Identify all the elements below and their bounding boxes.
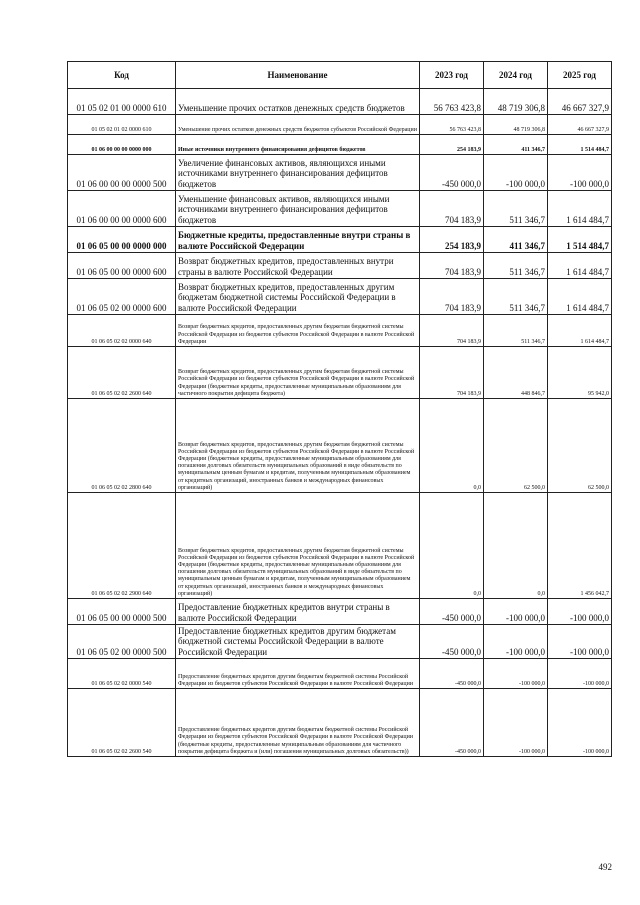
row-value-2023: -450 000,0	[420, 155, 484, 191]
row-name: Бюджетные кредиты, предоставленные внутри страны в валюте Российской Федерации	[176, 227, 420, 253]
row-code: 01 06 05 02 02 0000 540	[68, 659, 176, 689]
row-value-2023: 704 183,9	[420, 347, 484, 399]
row-name: Уменьшение прочих остатков денежных средств бюджетов субъектов Российской Федерации	[176, 115, 420, 135]
row-value-2024: 48 719 306,8	[484, 89, 548, 115]
row-value-2025: -100 000,0	[548, 599, 612, 625]
row-value-2025: 1 614 484,7	[548, 191, 612, 227]
row-value-2023: 704 183,9	[420, 279, 484, 315]
row-name: Возврат бюджетных кредитов, предоставленных внутри страны в валюте Российской Федерации	[176, 253, 420, 279]
row-name: Возврат бюджетных кредитов, предоставленных другим бюджетам бюджетной системы Российской Федерации в валюте Российской Федерации	[176, 279, 420, 315]
row-value-2025: 1 514 484,7	[548, 227, 612, 253]
row-value-2023: 704 183,9	[420, 315, 484, 347]
row-value-2025: 1 514 484,7	[548, 135, 612, 155]
row-value-2023: 0,0	[420, 399, 484, 493]
budget-sources-table	[67, 61, 612, 757]
row-name: Предоставление бюджетных кредитов другим бюджетам бюджетной системы Российской Федерации из бюджетов субъектов Российской Федерации в валюте Российской Федерации	[176, 659, 420, 689]
row-value-2023: 56 763 423,8	[420, 89, 484, 115]
row-name: Возврат бюджетных кредитов, предоставленных другим бюджетам бюджетной системы Российской Федерации из бюджетов субъектов Российской Федерации в валюте Российской Федерации (бюджетные кредиты, предоставленные муниципальным образованиям для погашения долговых обязательств муниципальных образований в виде обязательств по муниципальным ценным бумагам и кредитам, полученным муниципальным образованием от кредитных организаций, иностранных банков и международных финансовых организаций)	[176, 399, 420, 493]
row-value-2023: 254 183,9	[420, 135, 484, 155]
row-code: 01 06 05 02 00 0000 600	[68, 279, 176, 315]
table-row	[68, 659, 612, 689]
row-code: 01 06 05 02 00 0000 500	[68, 625, 176, 659]
row-name: Уменьшение прочих остатков денежных средств бюджетов	[176, 89, 420, 115]
row-value-2023: -450 000,0	[420, 689, 484, 757]
row-value-2025: 95 942,0	[548, 347, 612, 399]
row-value-2023: 704 183,9	[420, 253, 484, 279]
row-value-2025: -100 000,0	[548, 659, 612, 689]
row-code: 01 06 00 00 00 0000 600	[68, 191, 176, 227]
row-value-2025: -100 000,0	[548, 155, 612, 191]
row-value-2023: 0,0	[420, 493, 484, 599]
row-value-2024: 511 346,7	[484, 253, 548, 279]
row-value-2025: 46 667 327,9	[548, 89, 612, 115]
row-value-2024: 511 346,7	[484, 315, 548, 347]
row-name: Иные источники внутреннего финансирования дефицитов бюджетов	[176, 135, 420, 155]
table-row	[68, 253, 612, 279]
row-code: 01 06 05 00 00 0000 500	[68, 599, 176, 625]
row-code: 01 06 05 02 02 2900 640	[68, 493, 176, 599]
row-value-2024: -100 000,0	[484, 659, 548, 689]
row-value-2024: 511 346,7	[484, 279, 548, 315]
row-name: Возврат бюджетных кредитов, предоставленных другим бюджетам бюджетной системы Российской Федерации из бюджетов субъектов Российской Федерации в валюте Российской Федерации (бюджетные кредиты, предоставленные муниципальным образованиям для погашения долговых обязательств муниципальных образований в виде обязательств по муниципальным ценным бумагам и кредитам, полученным муниципальным образованием от кредитных организаций, иностранных банков и международных финансовых организаций)	[176, 493, 420, 599]
table-header-row	[68, 62, 612, 89]
row-value-2023: -450 000,0	[420, 659, 484, 689]
header-year-2023: 2023 год	[420, 62, 484, 89]
table-row	[68, 689, 612, 757]
table-row	[68, 599, 612, 625]
row-name: Предоставление бюджетных кредитов другим бюджетам бюджетной системы Российской Федерации в валюте Российской Федерации	[176, 625, 420, 659]
table-row	[68, 89, 612, 115]
row-value-2023: 704 183,9	[420, 191, 484, 227]
header-code: Код	[68, 62, 176, 89]
row-code: 01 05 02 01 00 0000 610	[68, 89, 176, 115]
table-row	[68, 347, 612, 399]
row-value-2024: 411 346,7	[484, 227, 548, 253]
header-year-2025: 2025 год	[548, 62, 612, 89]
row-name: Возврат бюджетных кредитов, предоставленных другим бюджетам бюджетной системы Российской Федерации из бюджетов субъектов Российской Федерации в валюте Российской Федерации	[176, 315, 420, 347]
header-year-2024: 2024 год	[484, 62, 548, 89]
table-body	[68, 89, 612, 757]
row-value-2024: -100 000,0	[484, 599, 548, 625]
row-value-2025: 46 667 327,9	[548, 115, 612, 135]
row-value-2023: -450 000,0	[420, 599, 484, 625]
row-code: 01 06 05 02 02 2800 640	[68, 399, 176, 493]
row-name: Предоставление бюджетных кредитов другим бюджетам бюджетной системы Российской Федерации из бюджетов субъектов Российской Федерации в валюте Российской Федерации (бюджетные кредиты, предоставленные муниципальным образованиям для частичного покрытия дефицита бюджета и (или) погашения муниципальных долговых обязательств))	[176, 689, 420, 757]
table-row	[68, 155, 612, 191]
row-value-2024: 62 500,0	[484, 399, 548, 493]
row-code: 01 06 05 02 02 0000 640	[68, 315, 176, 347]
row-value-2025: 1 614 484,7	[548, 253, 612, 279]
table-row	[68, 399, 612, 493]
row-value-2024: 448 846,7	[484, 347, 548, 399]
row-name: Увеличение финансовых активов, являющихся иными источниками внутреннего финансирования дефицитов бюджетов	[176, 155, 420, 191]
row-value-2023: -450 000,0	[420, 625, 484, 659]
row-value-2024: -100 000,0	[484, 625, 548, 659]
row-value-2024: 0,0	[484, 493, 548, 599]
table-row	[68, 135, 612, 155]
page-number: 492	[598, 862, 612, 872]
row-name: Предоставление бюджетных кредитов внутри страны в валюте Российской Федерации	[176, 599, 420, 625]
table-row	[68, 191, 612, 227]
row-code: 01 06 00 00 00 0000 000	[68, 135, 176, 155]
table-row	[68, 227, 612, 253]
table-row	[68, 115, 612, 135]
row-code: 01 05 02 01 02 0000 610	[68, 115, 176, 135]
row-code: 01 06 05 00 00 0000 000	[68, 227, 176, 253]
row-value-2025: 1 614 484,7	[548, 315, 612, 347]
row-value-2024: 511 346,7	[484, 191, 548, 227]
header-name: Наименование	[176, 62, 420, 89]
row-code: 01 06 00 00 00 0000 500	[68, 155, 176, 191]
row-name: Возврат бюджетных кредитов, предоставленных другим бюджетам бюджетной системы Российской Федерации из бюджетов субъектов Российской Федерации в валюте Российской Федерации (бюджетные кредиты, предоставленные муниципальным образованиям для частичного покрытия дефицита бюджета)	[176, 347, 420, 399]
row-value-2024: -100 000,0	[484, 689, 548, 757]
table-row	[68, 625, 612, 659]
table-row	[68, 279, 612, 315]
row-value-2025: 62 500,0	[548, 399, 612, 493]
row-value-2025: 1 456 042,7	[548, 493, 612, 599]
row-value-2024: 411 346,7	[484, 135, 548, 155]
row-value-2024: 48 719 306,8	[484, 115, 548, 135]
row-code: 01 06 05 00 00 0000 600	[68, 253, 176, 279]
row-value-2023: 254 183,9	[420, 227, 484, 253]
row-value-2023: 56 763 423,8	[420, 115, 484, 135]
row-code: 01 06 05 02 02 2600 540	[68, 689, 176, 757]
row-value-2025: -100 000,0	[548, 689, 612, 757]
table-row	[68, 315, 612, 347]
row-value-2025: 1 614 484,7	[548, 279, 612, 315]
row-name: Уменьшение финансовых активов, являющихся иными источниками внутреннего финансирования дефицитов бюджетов	[176, 191, 420, 227]
row-code: 01 06 05 02 02 2600 640	[68, 347, 176, 399]
row-value-2025: -100 000,0	[548, 625, 612, 659]
row-value-2024: -100 000,0	[484, 155, 548, 191]
table-row	[68, 493, 612, 599]
